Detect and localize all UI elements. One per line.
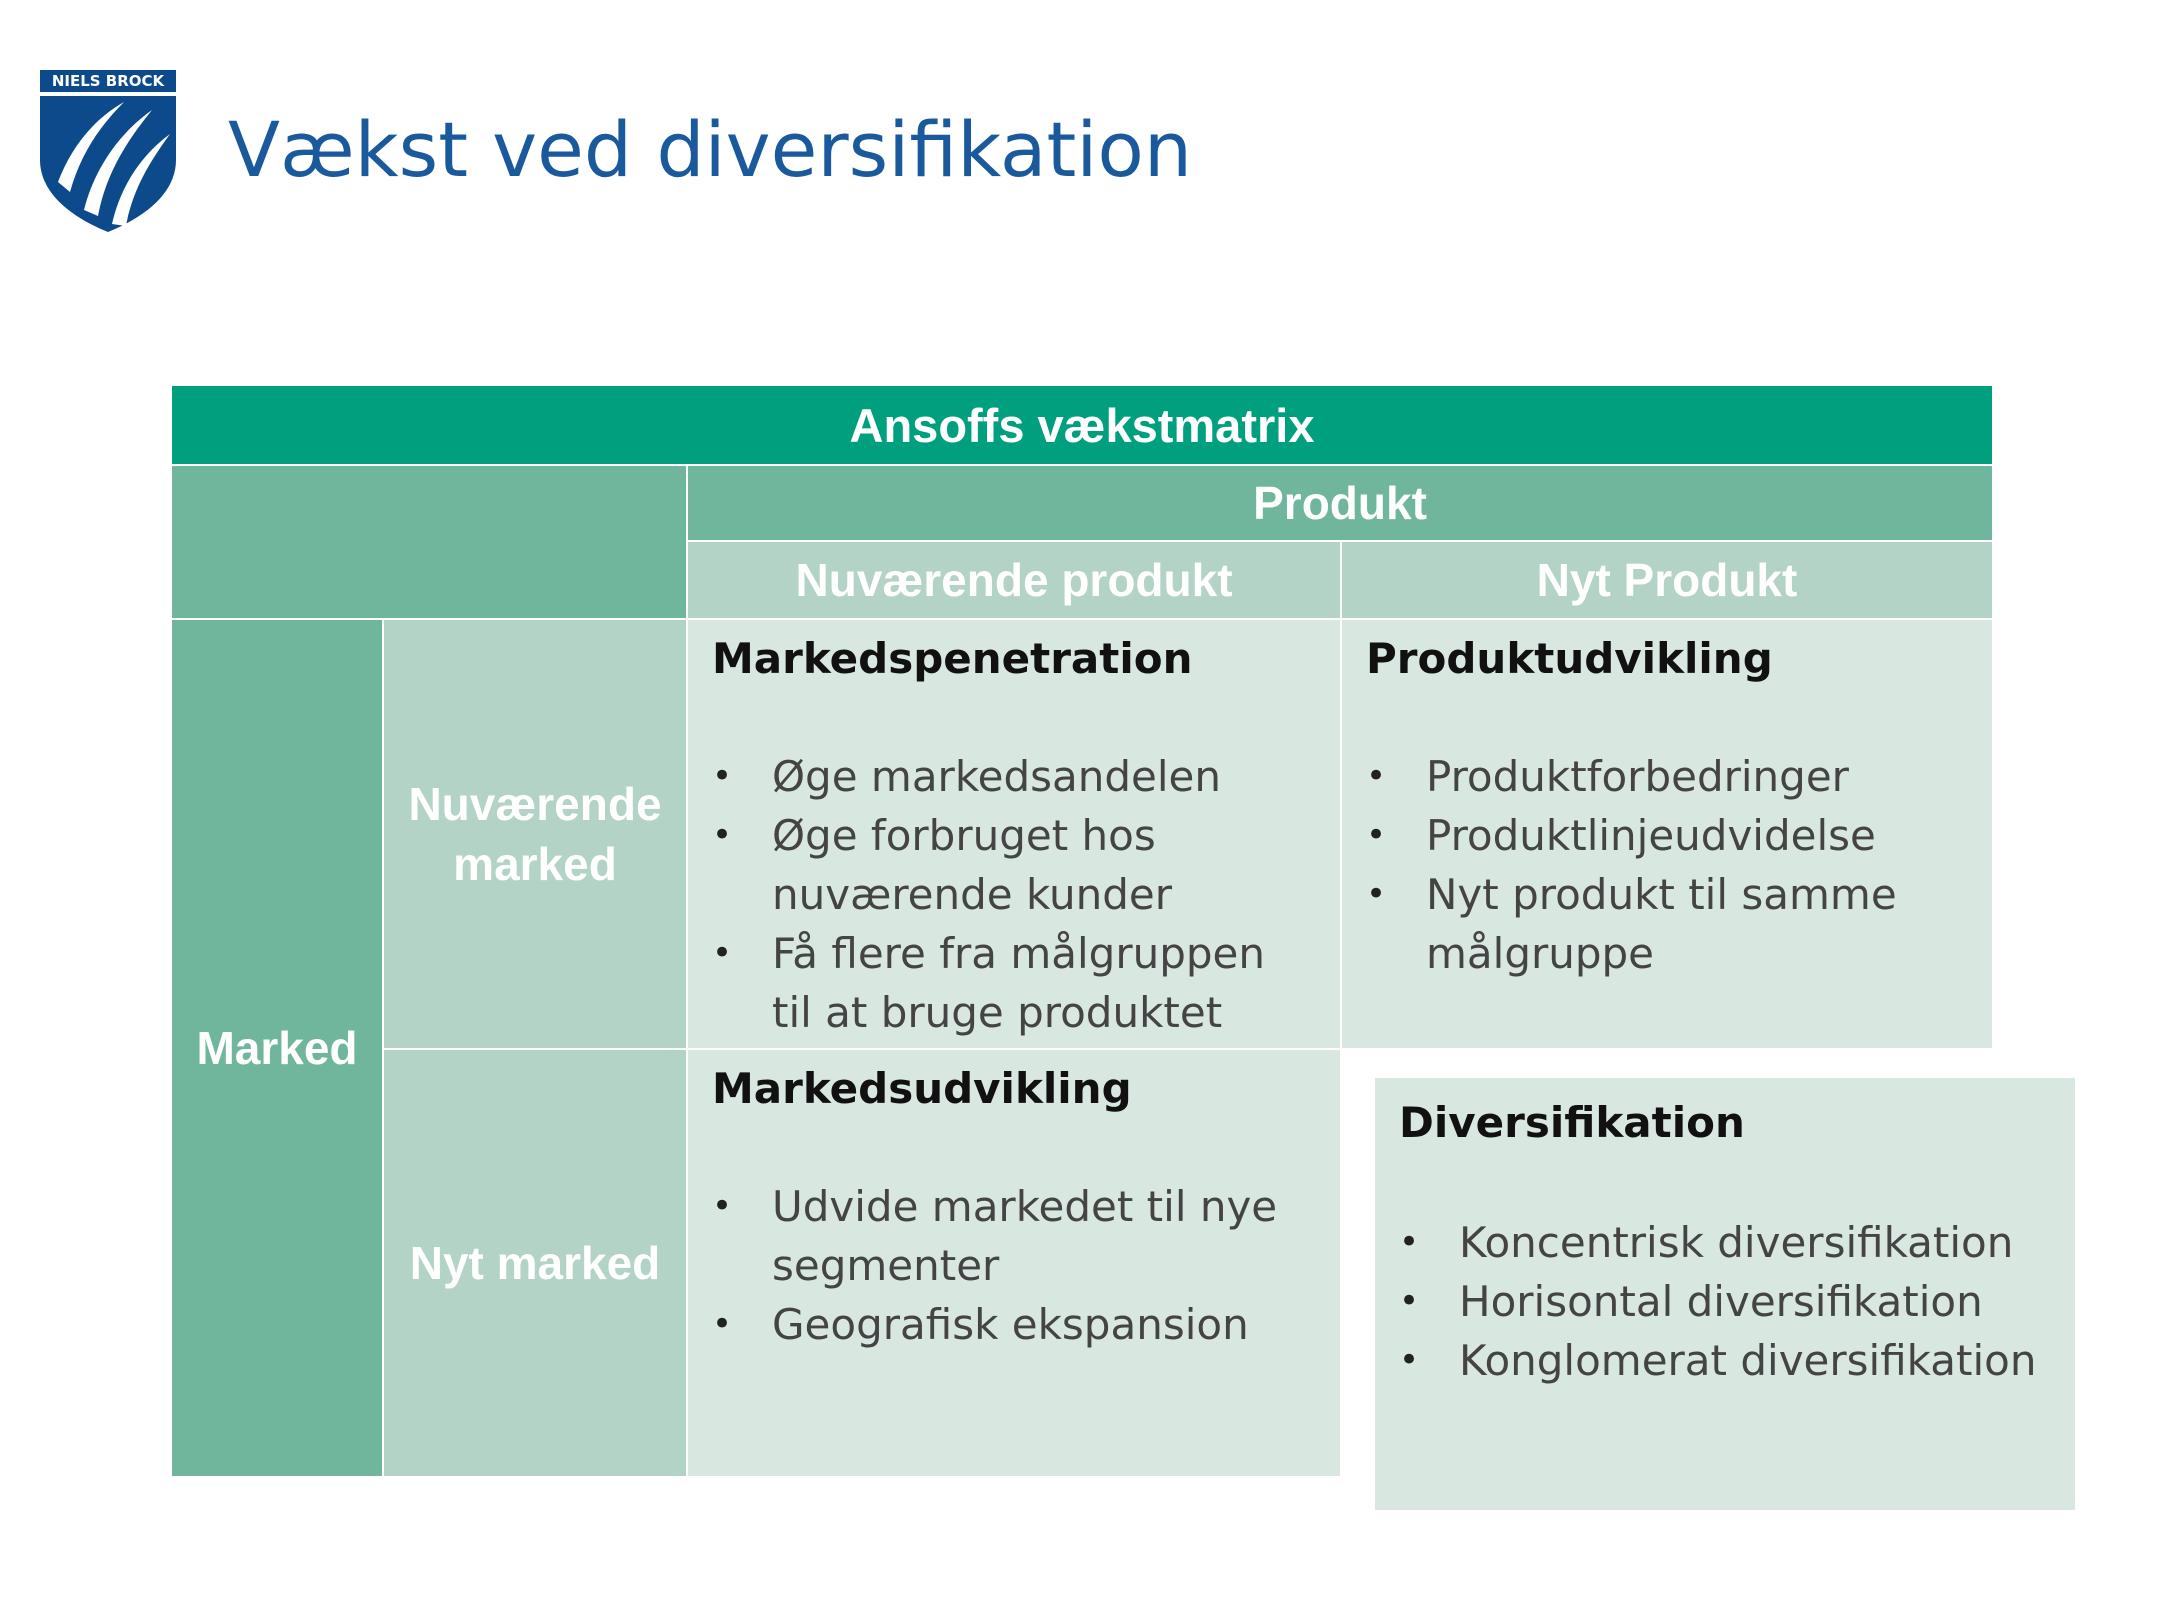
row-header-current-market: Nuværende marked: [384, 620, 686, 1048]
matrix-corner: [172, 466, 686, 618]
quadrant-title: Markedspenetration: [712, 634, 1193, 683]
list-item: • Øge markedsandelen: [712, 747, 1318, 806]
list-item: • Få flere fra målgruppen til at bruge produktet: [712, 924, 1318, 1042]
niels-brock-logo: [40, 70, 176, 232]
product-header: Produkt: [688, 466, 1992, 540]
list-item: • Konglomerat diversifikation: [1399, 1331, 2053, 1390]
matrix-title: Ansoffs vækstmatrix: [172, 386, 1992, 464]
quadrant-market-development: [688, 1050, 1340, 1476]
quadrant-list: [712, 1177, 1318, 1354]
column-header-new-product: Nyt Produkt: [1342, 542, 1992, 618]
quadrant-title: Markedsudvikling: [712, 1064, 1132, 1113]
quadrant-title: Produktudvikling: [1366, 634, 1773, 683]
market-header: Marked: [172, 620, 382, 1476]
quadrant-list: [1366, 747, 1970, 983]
logo-text: NIELS BROCK: [51, 72, 165, 90]
list-item: • Horisontal diversifikation: [1399, 1272, 2053, 1331]
quadrant-list: [1399, 1213, 2053, 1390]
list-item: • Koncentrisk diversifikation: [1399, 1213, 2053, 1272]
quadrant-diversification: [1375, 1078, 2075, 1510]
row-header-new-market: Nyt marked: [384, 1050, 686, 1476]
list-item: • Udvide markedet til nye segmenter: [712, 1177, 1318, 1295]
quadrant-market-penetration: [688, 620, 1340, 1048]
list-item: • Nyt produkt til samme målgruppe: [1366, 865, 1970, 983]
list-item: • Produktlinjeudvidelse: [1366, 806, 1970, 865]
quadrant-list: [712, 747, 1318, 1042]
column-header-current-product: Nuværende produkt: [688, 542, 1340, 618]
quadrant-product-development: [1342, 620, 1992, 1048]
quadrant-title: Diversifikation: [1399, 1098, 1745, 1147]
list-item: • Øge forbruget hos nuværende kunder: [712, 806, 1318, 924]
list-item: • Produktforbedringer: [1366, 747, 1970, 806]
list-item: • Geografisk ekspansion: [712, 1295, 1318, 1354]
page-title: Vækst ved diversifikation: [228, 105, 1193, 194]
